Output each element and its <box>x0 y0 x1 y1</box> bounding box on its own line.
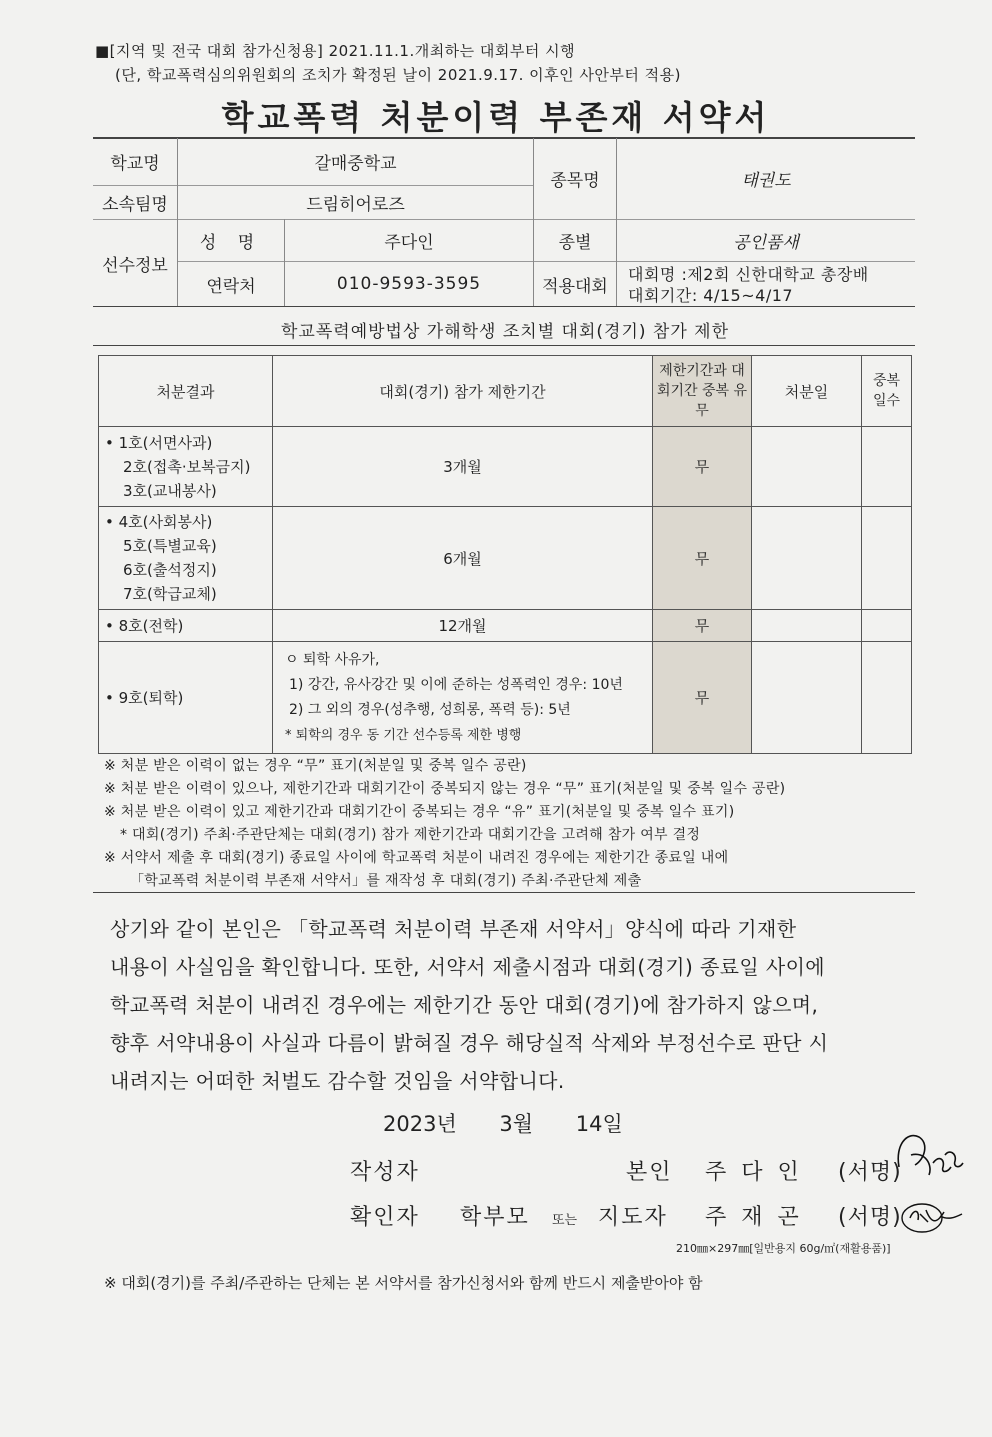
pledge-text <box>110 910 910 1100</box>
paper-spec: 210㎜×297㎜[일반용지 60g/㎡(재활용품)] <box>676 1242 891 1255</box>
competition-name: 대회명 :제2회 신한대학교 총장배 <box>628 265 869 284</box>
note-item: 「학교폭력 처분이력 부존재 서약서」를 재작성 후 대회(경기) 주최·주관단체 제출 <box>130 873 642 889</box>
writer-name: 주 다 인 <box>705 1160 803 1185</box>
period-line: 1) 강간, 유사강간 및 이에 준하는 성폭력인 경우: 10년 <box>289 676 623 693</box>
period-cell <box>273 642 653 754</box>
notes-rule <box>93 892 915 893</box>
pledge-line: 내려지는 어떠한 처벌도 감수할 것임을 서약합니다. <box>110 1069 565 1093</box>
date-cell <box>752 610 862 642</box>
pledge-line: 상기와 같이 본인은 「학교폭력 처분이력 부존재 서약서」양식에 따라 기재한 <box>110 917 797 941</box>
overlap-cell: 무 <box>653 507 752 610</box>
result-item: 2호(접촉·보복금지) <box>123 457 251 476</box>
period-line: * 퇴학의 경우 동 기간 선수등록 제한 병행 <box>285 727 522 743</box>
result-item: • 4호(사회봉사) <box>105 513 213 531</box>
writer-label: 작성자 <box>350 1160 420 1185</box>
team-value: 드림히어로즈 <box>306 195 405 215</box>
or-text: 또는 <box>552 1213 578 1228</box>
date-day: 14일 <box>575 1112 623 1136</box>
document-title: 학교폭력 처분이력 부존재 서약서 <box>221 98 771 137</box>
competition-value <box>628 264 869 306</box>
pledge-line: 내용이 사실임을 확인합니다. 또한, 서약서 제출시점과 대회(경기) 종료일 사이에 <box>110 955 826 979</box>
result-item: 6호(출석정지) <box>123 561 217 579</box>
athlete-label: 선수정보 <box>102 255 168 276</box>
team-label: 소속팀명 <box>102 195 168 215</box>
sanction-table <box>98 355 912 754</box>
period-cell: 6개월 <box>273 507 653 610</box>
confirm-role-2: 지도자 <box>598 1205 668 1230</box>
result-cell <box>99 427 273 507</box>
result-cell <box>99 507 273 610</box>
table-header-row <box>99 356 912 427</box>
overlap-cell: 무 <box>653 427 752 507</box>
header-date: 처분일 <box>752 356 862 427</box>
result-item: • 8호(전학) <box>105 616 184 635</box>
confirm-label: 확인자 <box>350 1205 420 1230</box>
note-item: ※ 서약서 제출 후 대회(경기) 종료일 사이에 학교폭력 처분이 내려진 경우에는 제한기간 종료일 내에 <box>104 850 729 866</box>
days-cell <box>862 610 912 642</box>
days-cell <box>862 642 912 754</box>
category-value: 공인품새 <box>733 233 799 253</box>
period-cell: 12개월 <box>273 610 653 642</box>
confirm-name: 주 재 곤 <box>705 1205 803 1230</box>
competition-label: 적용대회 <box>542 276 608 297</box>
table-row <box>99 642 912 754</box>
header-overlap: 제한기간과 대회기간 중복 유무 <box>653 356 752 427</box>
result-item: 5호(특별교육) <box>123 537 217 555</box>
result-item: 3호(교내봉사) <box>123 481 217 500</box>
notes <box>104 755 785 893</box>
name-label: 성 명 <box>199 233 263 253</box>
header-line-1: ■[지역 및 전국 대회 참가신청용] 2021.11.1.개최하는 대회부터 시행 <box>95 42 576 60</box>
section-rule <box>93 345 915 346</box>
contact-label: 연락처 <box>206 276 256 297</box>
days-cell <box>862 507 912 610</box>
table-row <box>99 610 912 642</box>
name-value: 주다인 <box>384 233 434 253</box>
result-item: • 9호(퇴학) <box>105 688 184 707</box>
result-cell <box>99 610 273 642</box>
contact-value: 010-9593-3595 <box>336 274 482 294</box>
writer-sign-label: (서명) <box>838 1160 902 1185</box>
confirm-role: 학부모 <box>460 1205 530 1230</box>
info-bottom-rule <box>93 306 915 307</box>
header-result: 처분결과 <box>99 356 273 427</box>
section-title: 학교폭력예방법상 가해학생 조치별 대회(경기) 참가 제한 <box>281 322 729 342</box>
period-cell: 3개월 <box>273 427 653 507</box>
date-year: 2023년 <box>383 1112 457 1136</box>
period-line: 2) 그 외의 경우(성추행, 성희롱, 폭력 등): 5년 <box>289 701 571 718</box>
handwritten-signature-2 <box>898 1196 964 1240</box>
category-label: 종별 <box>558 233 592 253</box>
handwritten-signature-1 <box>885 1125 965 1180</box>
result-item: 7호(학급교체) <box>123 585 217 603</box>
header-line-2: (단, 학교폭력심의위원회의 조치가 확정된 날이 2021.9.17. 이후인 사안부터 적용) <box>115 66 681 84</box>
period-line: ㅇ 퇴학 사유가, <box>285 651 380 668</box>
date-month: 3월 <box>499 1112 534 1136</box>
date-cell <box>752 427 862 507</box>
table-row <box>99 427 912 507</box>
footer-note: ※ 대회(경기)를 주최/주관하는 단체는 본 서약서를 참가신청서와 함께 반드시 제출받아야 함 <box>104 1274 703 1292</box>
note-item: * 대회(경기) 주최·주관단체는 대회(경기) 참가 제한기간과 대회기간을 고려해 참가 여부 결정 <box>120 827 701 843</box>
date-cell <box>752 642 862 754</box>
confirm-sign-label: (서명) <box>838 1205 902 1230</box>
days-cell <box>862 427 912 507</box>
header-period: 대회(경기) 참가 제한기간 <box>273 356 653 427</box>
school-label: 학교명 <box>110 154 160 174</box>
sign-date <box>383 1108 623 1138</box>
competition-period: 대회기간: 4/15~4/17 <box>628 286 794 305</box>
sport-label: 종목명 <box>550 171 600 191</box>
pledge-line: 학교폭력 처분이 내려진 경우에는 제한기간 동안 대회(경기)에 참가하지 않으며, <box>110 993 819 1017</box>
result-item: • 1호(서면사과) <box>105 433 213 452</box>
date-cell <box>752 507 862 610</box>
table-row <box>99 507 912 610</box>
header-days: 중복 일수 <box>862 356 912 427</box>
note-item: ※ 처분 받은 이력이 없는 경우 “무” 표기(처분일 및 중복 일수 공란) <box>104 758 527 774</box>
sport-value: 태권도 <box>741 171 791 191</box>
overlap-cell: 무 <box>653 642 752 754</box>
writer-role: 본인 <box>626 1160 673 1185</box>
result-cell <box>99 642 273 754</box>
note-item: ※ 처분 받은 이력이 있으나, 제한기간과 대회기간이 중복되지 않는 경우 “무” 표기(처분일 및 중복 일수 공란) <box>104 781 786 797</box>
pledge-line: 향후 서약내용이 사실과 다름이 밝혀질 경우 해당실적 삭제와 부정선수로 판단 시 <box>110 1031 829 1055</box>
note-item: ※ 처분 받은 이력이 있고 제한기간과 대회기간이 중복되는 경우 “유” 표기(처분일 및 중복 일수 표기) <box>104 804 735 820</box>
school-value: 갈매중학교 <box>314 154 397 174</box>
overlap-cell: 무 <box>653 610 752 642</box>
